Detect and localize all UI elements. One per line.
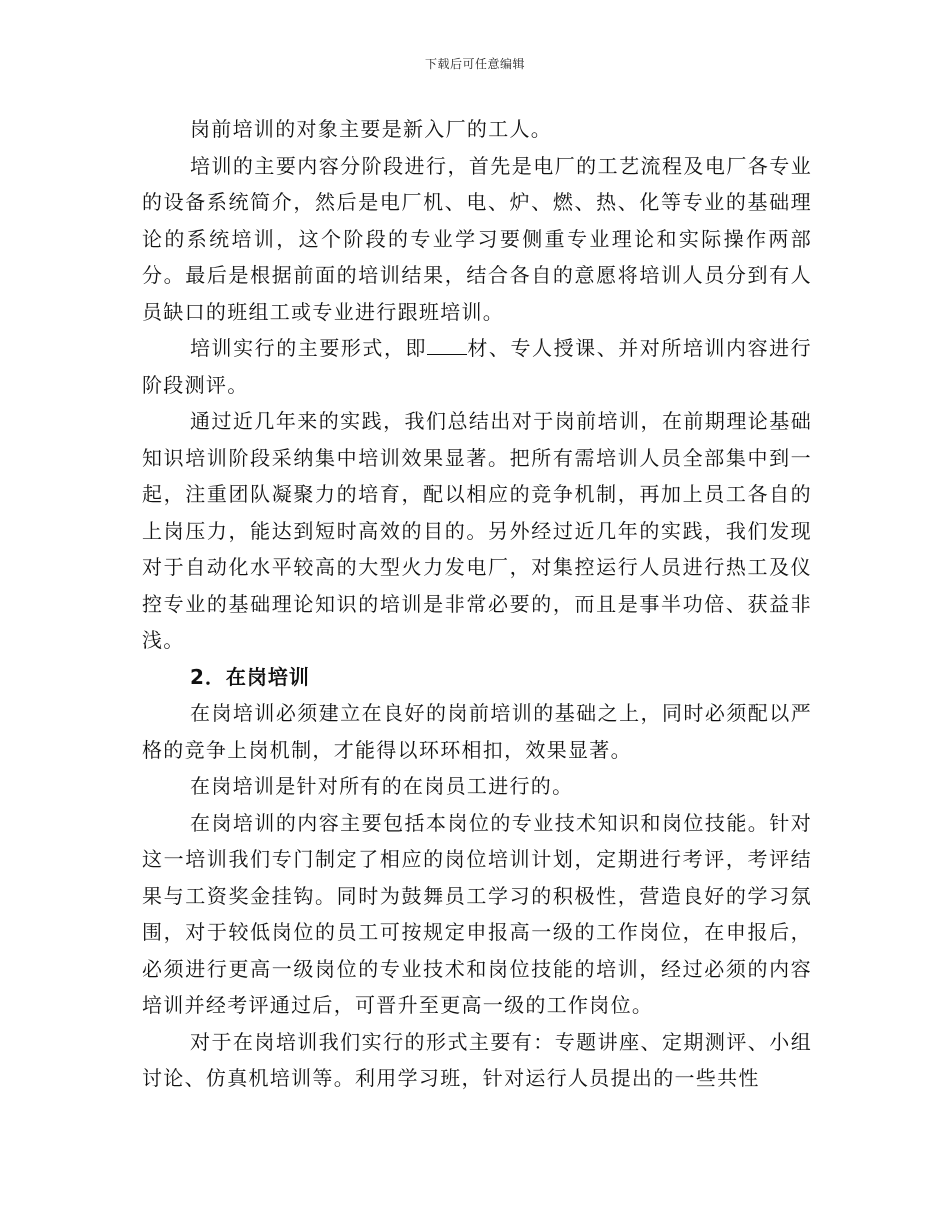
paragraph-on-job-form: 对于在岗培训我们实行的形式主要有：专题讲座、定期测评、小组讨论、仿真机培训等。利用学习班，针对运行人员提出的一些共性 bbox=[142, 1029, 812, 1090]
section-heading-on-job-training: 2．在岗培训 bbox=[190, 664, 310, 689]
paragraph-pre-job-practice: 通过近几年来的实践，我们总结出对于岗前培训，在前期理论基础知识培训阶段采纳集中培训效果显著。把所有需培训人员全部集中到一起，注重团队凝聚力的培育，配以相应的竞争机制，再加上员工各自的上岗压力，能达到短时高效的目的。另外经过近几年的实践，我们发现对于自动化水平较高的大型火力发电厂，对集控运行人员进行热工及仪控专业的基础理论知识的培训是非常必要的，而且是事半功倍、获益非浅。 bbox=[142, 409, 812, 652]
paragraph-on-job-target: 在岗培训是针对所有的在岗员工进行的。 bbox=[190, 774, 574, 798]
paragraph-on-job-foundation: 在岗培训必须建立在良好的岗前培训的基础之上，同时必须配以严格的竞争上岗机制，才能得以环环相扣，效果显著。 bbox=[142, 701, 812, 762]
paragraph-on-job-content: 在岗培训的内容主要包括本岗位的专业技术知识和岗位技能。针对这一培训我们专门制定了相应的岗位培训计划，定期进行考评，考评结果与工资奖金挂钩。同时为鼓舞员工学习的积极性，营造良好的学习氛围，对于较低岗位的员工可按规定申报高一级的工作岗位，在申报后，必须进行更高一级岗位的专业技术和岗位技能的培训，经过必须的内容培训并经考评通过后，可晋升至更高一级的工作岗位。 bbox=[142, 810, 812, 1017]
page-header: 下载后可任意编辑 bbox=[424, 57, 525, 71]
document-body bbox=[142, 111, 812, 1097]
paragraph-pre-job-form bbox=[142, 330, 812, 403]
paragraph-pre-job-form-start: 培训实行的主要形式，即 bbox=[190, 336, 428, 360]
paragraph-pre-job-content: 培训的主要内容分阶段进行，首先是电厂的工艺流程及电厂各专业的设备系统简介，然后是电厂机、电、炉、燃、热、化等专业的基础理论的系统培训，这个阶段的专业学习要侧重专业理论和实际操作两部分。最后是根据前面的培训结果，结合各自的意愿将培训人员分到有人员缺口的班组工或专业进行跟班培训。 bbox=[142, 153, 812, 324]
paragraph-pre-job-target: 岗前培训的对象主要是新入厂的工人。 bbox=[190, 117, 553, 141]
blank-underline bbox=[427, 336, 467, 355]
paragraph-pre-job-form-end: 材、专人授课、并对所培训内容进行阶段测评。 bbox=[142, 336, 812, 397]
